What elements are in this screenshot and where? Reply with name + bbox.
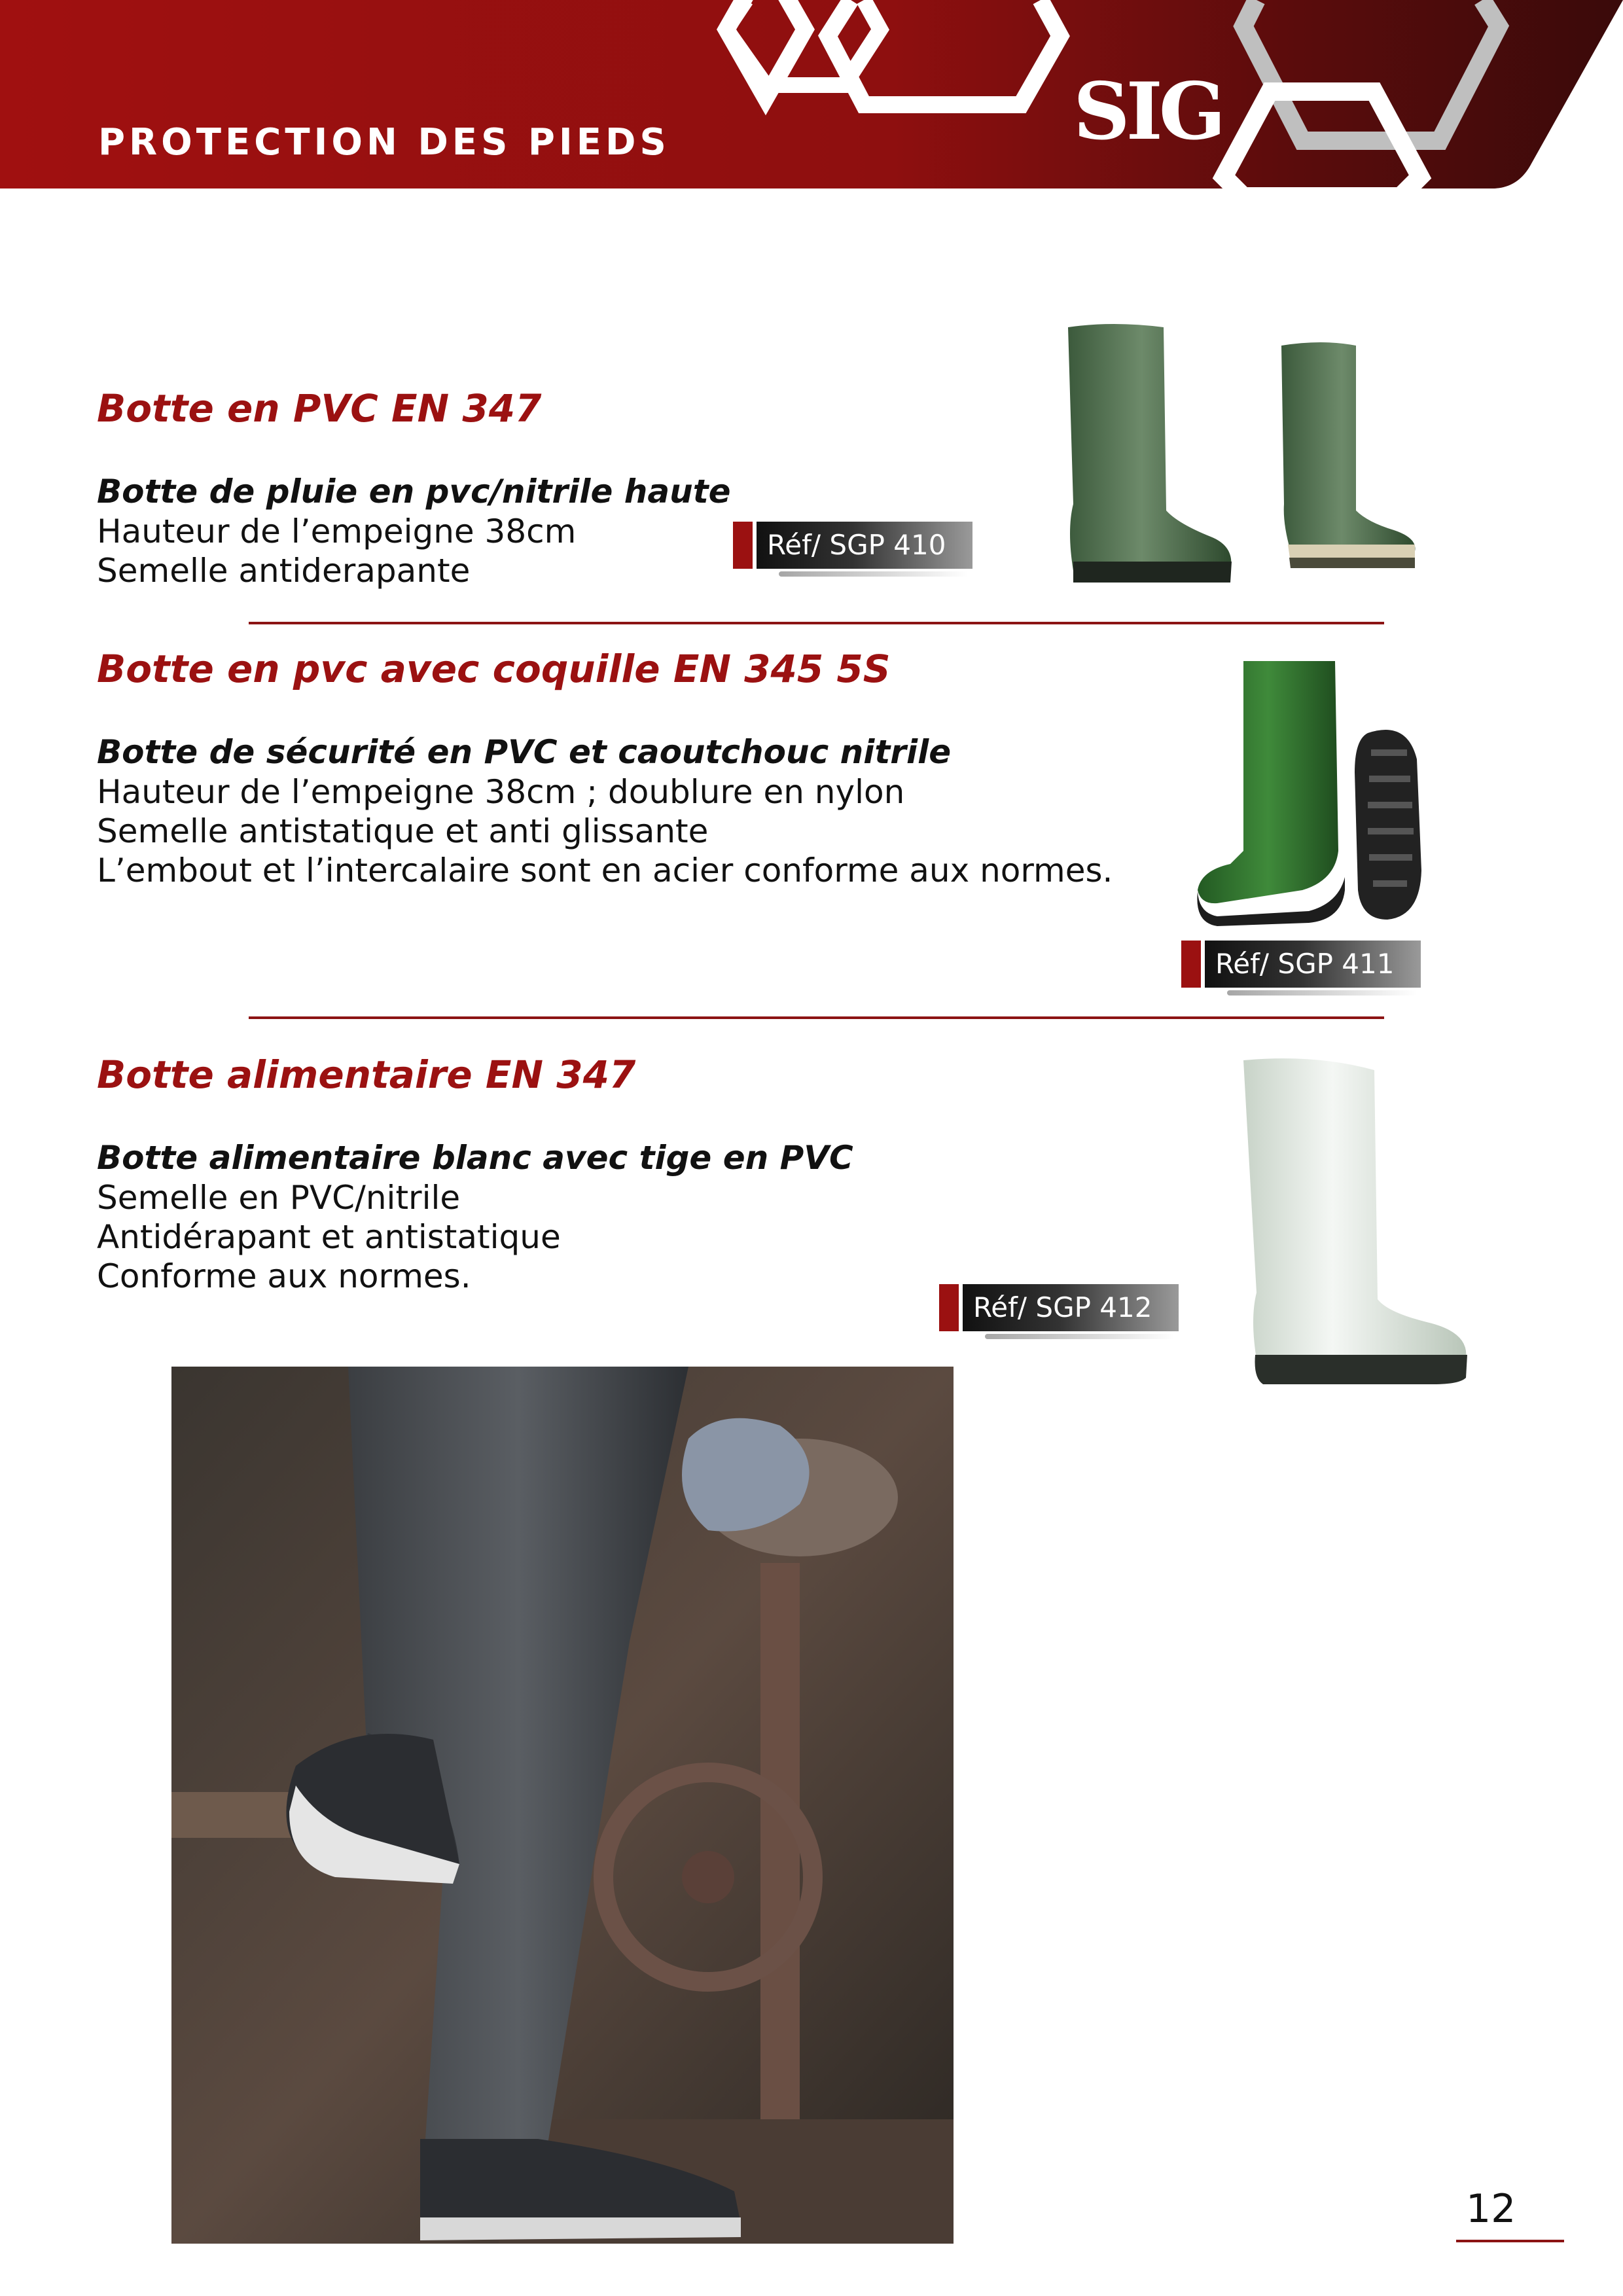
reference-tag xyxy=(1181,941,1430,988)
section-subtitle: Botte de sécurité en PVC et caoutchouc nitrile xyxy=(97,733,952,771)
reference-label: Réf/ SGP 412 xyxy=(963,1284,1179,1331)
section-title: Botte en PVC EN 347 xyxy=(97,386,542,431)
reference-label: Réf/ SGP 410 xyxy=(757,522,972,569)
page-number: 12 xyxy=(1466,2186,1516,2232)
section-text-line: Conforme aux normes. xyxy=(97,1257,471,1295)
worker-safety-shoes-photo xyxy=(171,1367,954,2244)
page-title: PROTECTION DES PIEDS xyxy=(98,121,670,164)
green-pvc-boots-image xyxy=(1054,314,1433,596)
section-divider xyxy=(249,1016,1384,1019)
section-text-line: L’embout et l’intercalaire sont en acier conforme aux normes. xyxy=(97,852,1113,889)
white-food-boot-image xyxy=(1237,1057,1479,1394)
reference-tag xyxy=(939,1284,1188,1331)
section-title: Botte alimentaire EN 347 xyxy=(97,1052,636,1097)
green-safety-boot-image xyxy=(1191,655,1427,936)
section-subtitle: Botte alimentaire blanc avec tige en PVC xyxy=(97,1139,853,1177)
brand-logo: SIG xyxy=(1073,65,1222,158)
reference-label: Réf/ SGP 411 xyxy=(1205,941,1421,988)
section-text-line: Semelle antistatique et anti glissante xyxy=(97,812,709,850)
section-text-line: Semelle en PVC/nitrile xyxy=(97,1179,461,1217)
section-text-line: Hauteur de l’empeigne 38cm xyxy=(97,512,577,550)
section-text-line: Antidérapant et antistatique xyxy=(97,1218,561,1256)
page-number-underline xyxy=(1456,2240,1564,2242)
section-title: Botte en pvc avec coquille EN 345 5S xyxy=(97,647,891,691)
section-divider xyxy=(249,622,1384,624)
page-header xyxy=(0,0,1623,190)
section-text-line: Semelle antiderapante xyxy=(97,552,471,590)
reference-tag xyxy=(733,522,982,569)
section-subtitle: Botte de pluie en pvc/nitrile haute xyxy=(97,473,731,511)
section-text-line: Hauteur de l’empeigne 38cm ; doublure en nylon xyxy=(97,773,905,811)
